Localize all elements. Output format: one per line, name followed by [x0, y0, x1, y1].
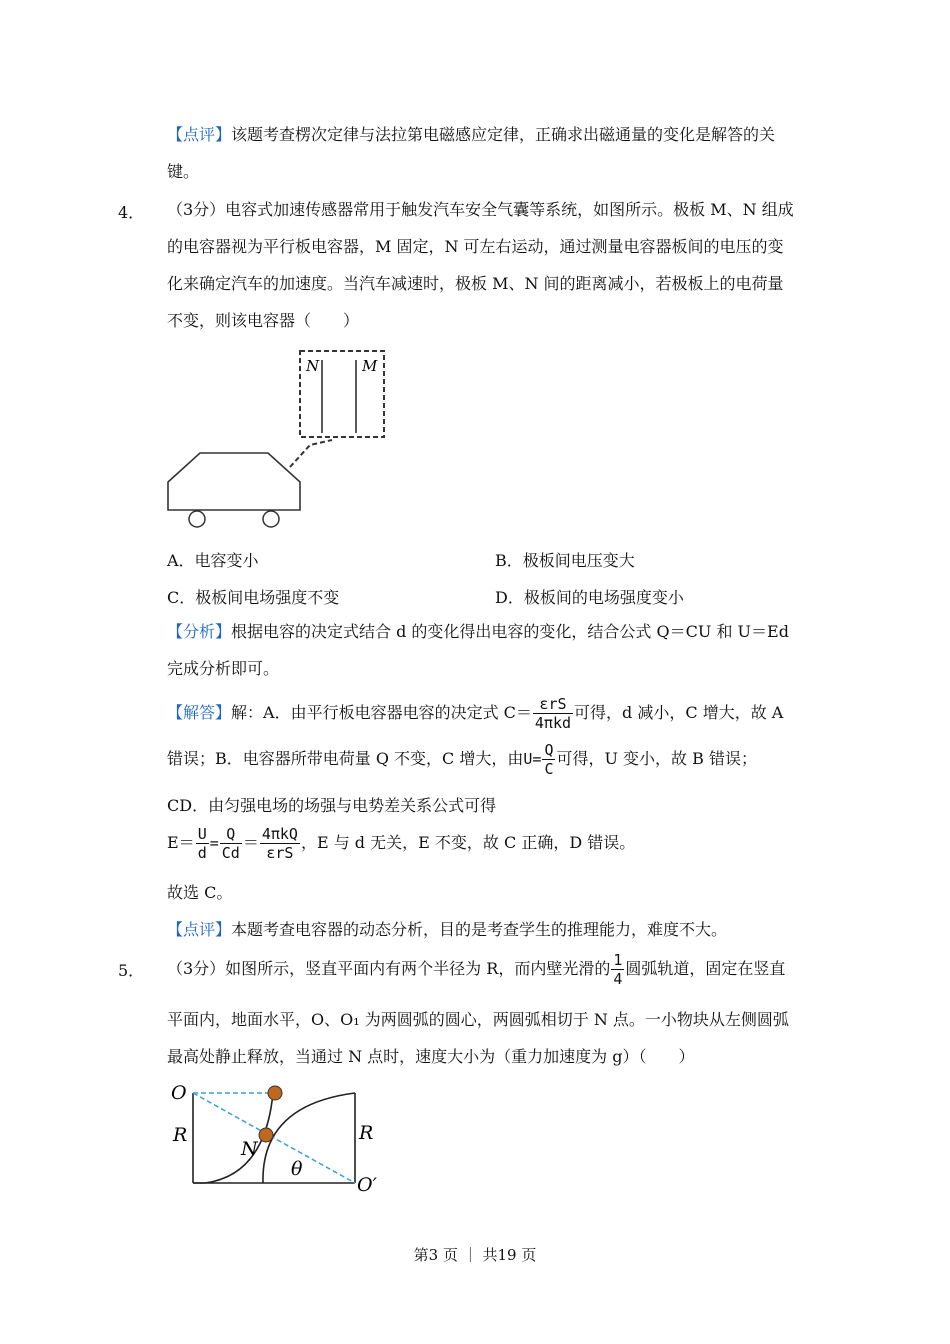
label-r-right: R — [359, 1122, 374, 1144]
label-o: O — [171, 1082, 187, 1104]
callout-pointer — [290, 440, 332, 467]
q4-review-line: 【点评】本题考查电容器的动态分析，目的是考查学生的推理能力，难度不大。 — [167, 920, 728, 939]
label-n: N — [241, 1138, 258, 1160]
block-top — [268, 1086, 282, 1100]
q4-solution-line4: E＝ $\frac{U}{d}$ = $\frac{Q}{Cd}$ ＝ $\frac{\text{4πkQ}}{\text{εrS}}$ ，E 与 d 无关，E 不变，故 C 正确，D 错误。 — [167, 825, 636, 862]
review-tag: 【点评】 — [167, 920, 232, 939]
q4-stem-line3: 化来确定汽车的加速度。当汽车减速时，极板 M、N 间的距离减小，若极板上的电荷量 — [167, 274, 784, 293]
voltage-formula: $\frac{Q}{C}$ — [544, 741, 554, 778]
page-footer: 第3 页 ｜ 共19 页 — [413, 1246, 537, 1264]
plate-n-label: N — [306, 357, 320, 375]
label-theta: θ — [291, 1158, 303, 1180]
block-at-n — [259, 1128, 273, 1142]
q4-stem-line4: 不变，则该电容器（ ） — [167, 311, 360, 330]
solution-tag: 【解答】 — [167, 703, 232, 722]
q4-solution-line2: 错误；B．电容器所带电荷量 Q 不变，C 增大，由U= $\frac{Q}{C}$ 可得，U 变小，故 B 错误； — [167, 741, 757, 778]
car-body — [168, 453, 300, 510]
q4-solution-line1: 【解答】解：A．由平行板电容器电容的决定式 C＝ $\frac{\text{εrS}}{\text{4πkd}}$ 可得，d 减小，C 增大，故 A — [167, 695, 784, 732]
q4-option-c[interactable]: C．极板间电场强度不变 — [167, 588, 340, 607]
plate-m-label: M — [362, 357, 378, 375]
q4-analysis-line1: 【分析】根据电容的决定式结合 d 的变化得出电容的变化，结合公式 Q＝CU 和 U＝Ed — [167, 622, 789, 641]
q5-stem-line1: （3分）如图所示，竖直平面内有两个半径为 R，而内壁光滑的 $\frac{1}{4}$ 圆弧轨道，固定在竖直 — [167, 951, 786, 988]
q5-number: 5． — [118, 961, 145, 980]
q4-number: 4． — [118, 203, 145, 222]
label-r-left: R — [173, 1124, 188, 1146]
quarter-fraction: $\frac{1}{4}$ — [613, 951, 623, 988]
analysis-tag: 【分析】 — [167, 622, 232, 641]
car-wheel-left — [189, 511, 205, 527]
capacitance-formula: $\frac{\text{εrS}}{\text{4πkd}}$ — [534, 695, 572, 732]
q4-stem-line2: 的电容器视为平行板电容器，M 固定，N 可左右运动，通过测量电容器板间的电压的变 — [167, 237, 784, 256]
right-arc-track — [263, 1093, 355, 1183]
q4-option-b[interactable]: B．极板间电压变大 — [495, 551, 635, 570]
diagonal-dashed-line — [193, 1093, 355, 1183]
field-formula-3: $\frac{\text{4πkQ}}{\text{εrS}}$ — [261, 825, 298, 862]
q4-option-a[interactable]: A．电容变小 — [167, 551, 259, 570]
field-formula-2: $\frac{Q}{Cd}$ — [221, 825, 240, 862]
label-o-prime: O′ — [357, 1174, 377, 1196]
q4-car-figure — [160, 345, 400, 530]
q4-stem-line1: （3分）电容式加速传感器常用于触发汽车安全气囊等系统，如图所示。极板 M、N 组成 — [167, 200, 794, 219]
car-wheel-right — [263, 511, 279, 527]
q4-solution-line3: CD．由匀强电场的场强与电势差关系公式可得 — [167, 796, 497, 815]
q5-stem-line3: 最高处静止释放，当通过 N 点时，速度大小为（重力加速度为 g）（ ） — [167, 1047, 695, 1066]
q4-option-d[interactable]: D．极板间的电场强度变小 — [495, 588, 684, 607]
q5-stem-line2: 平面内，地面水平，O、O₁ 为两圆弧的圆心，两圆弧相切于 N 点。一小物块从左侧圆弧 — [167, 1010, 789, 1029]
q4-analysis-line2: 完成分析即可。 — [167, 659, 280, 678]
review-tag: 【点评】 — [167, 125, 232, 144]
q3-review-line2: 键。 — [167, 162, 200, 181]
q5-track-figure — [165, 1075, 395, 1200]
field-formula-1: $\frac{U}{d}$ — [197, 825, 207, 862]
q3-review-line1: 【点评】该题考查楞次定律与法拉第电磁感应定律，正确求出磁通量的变化是解答的关 — [167, 125, 776, 144]
q4-solution-line5: 故选 C。 — [167, 883, 233, 902]
